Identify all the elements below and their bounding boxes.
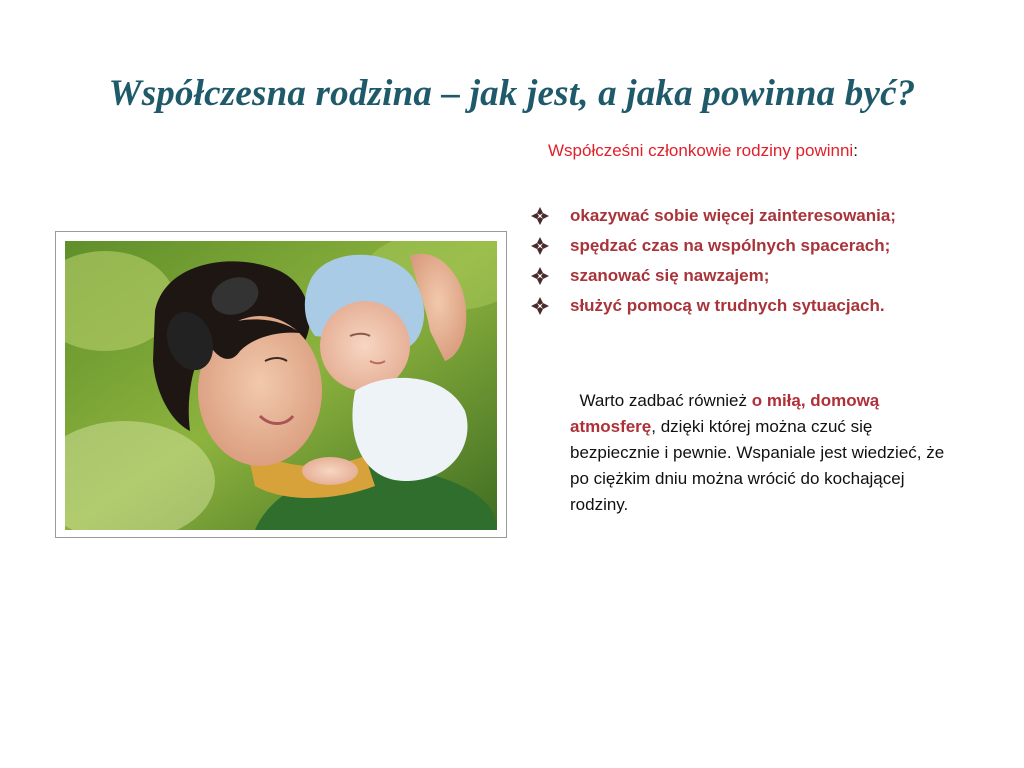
list-item <box>530 204 970 228</box>
diamond-bullet-icon <box>530 236 550 256</box>
list-item <box>530 264 970 288</box>
diamond-bullet-icon <box>530 296 550 316</box>
list-item <box>530 294 970 318</box>
diamond-bullet-icon <box>530 206 550 226</box>
subtitle <box>548 141 858 161</box>
paragraph-highlight: o miłą, domową atmosferę <box>570 391 880 436</box>
subtitle-text: Współcześni członkowie rodziny powinni <box>548 141 854 160</box>
diamond-bullet-icon <box>530 266 550 286</box>
paragraph-intro: Warto zadbać również <box>579 391 752 410</box>
bullet-text: spędzać czas na wspólnych spacerach; <box>570 236 891 255</box>
closing-paragraph <box>570 388 955 518</box>
mother-and-baby-photo <box>65 241 497 530</box>
bullet-text: służyć pomocą w trudnych sytuacjach. <box>570 296 885 315</box>
slide-title: Współczesna rodzina – jak jest, a jaka powinna być? <box>108 73 916 114</box>
list-item <box>530 234 970 258</box>
bullet-text: szanować się nawzajem; <box>570 266 770 285</box>
bullet-text: okazywać sobie więcej zainteresowania; <box>570 206 896 225</box>
photo-frame <box>55 231 507 538</box>
bullet-list <box>530 204 970 324</box>
paragraph-rest: , dzięki której można czuć się bezpiecznie i pewnie. Wspaniale jest wiedzieć, że po ciężkim dniu można wrócić do kochającej rodziny. <box>570 417 945 514</box>
subtitle-colon: : <box>853 141 858 160</box>
